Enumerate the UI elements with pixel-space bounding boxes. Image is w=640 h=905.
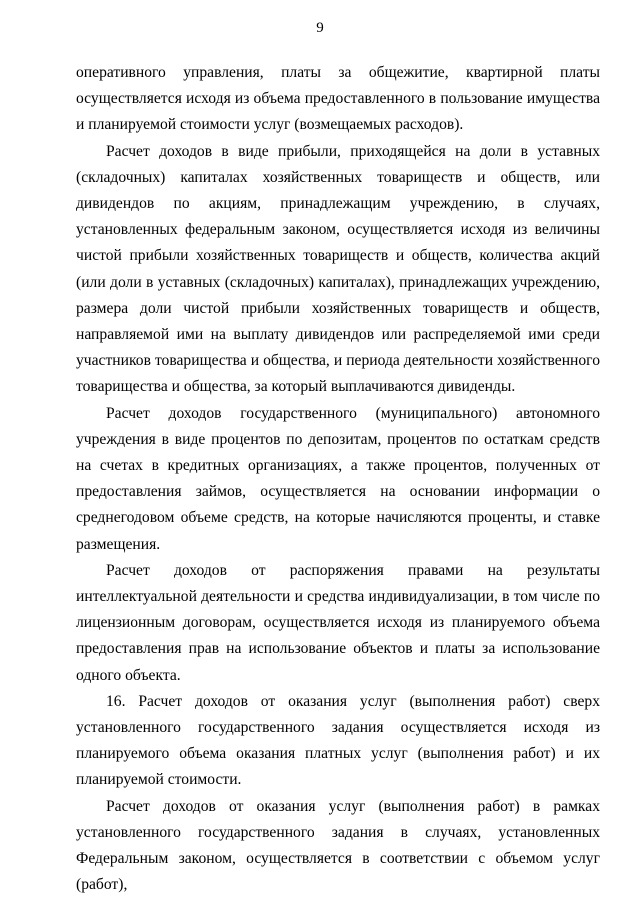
paragraph-dividends: Расчет доходов в виде прибыли, приходящейся на доли в уставных (складочных) капиталах хозяйственных товариществ и обществ, или дивидендов по акциям, принадлежащим учреждению, в случаях, установленных федеральным законом, осуществляется исходя из величины чистой прибыли хозяйственных товариществ и обществ, количества акций (или доли в уставных (складочных) капиталах), принадлежащих учреждению, размера доли чистой прибыли хозяйственных товариществ и обществ, направляемой ими на выплату дивидендов или распределяемой ими среди участников товарищества и общества, и периода деятельности хозяйственного товарищества и общества, за который выплачиваются дивиденды. (76, 142, 600, 396)
paragraph-intellectual-property: Расчет доходов от распоряжения правами на результаты интеллектуальной деятельности и средства индивидуализации, в том числе по лицензионным договорам, осуществляется исходя из планируемого объема предоставления прав на использование объектов и платы за использование одного объекта. (76, 561, 600, 684)
document-body (76, 60, 600, 899)
page-number: 9 (316, 20, 324, 36)
paragraph-interest: Расчет доходов государственного (муниципального) автономного учреждения в виде процентов по депозитам, процентов по остаткам средств на счетах в кредитных организациях, а также процентов, полученных от предоставления займов, осуществляется на основании информации о среднегодовом объеме средств, на которые начисляются проценты, и ставке размещения. (76, 404, 600, 553)
paragraph-section-16: 16. Расчет доходов от оказания услуг (выполнения работ) сверх установленного государственного задания осуществляется исходя из планируемого объема оказания платных услуг (выполнения работ) и их планируемой стоимости. (76, 692, 600, 789)
paragraph-state-assignment: Расчет доходов от оказания услуг (выполнения работ) в рамках установленного государственного задания в случаях, установленных Федеральным законом, осуществляется в соответствии с объемом услуг (работ), (76, 797, 600, 894)
paragraph-continuation: оперативного управления, платы за общежитие, квартирной платы осуществляется исходя из объема предоставленного в пользование имущества и планируемой стоимости услуг (возмещаемых расходов). (76, 64, 600, 134)
